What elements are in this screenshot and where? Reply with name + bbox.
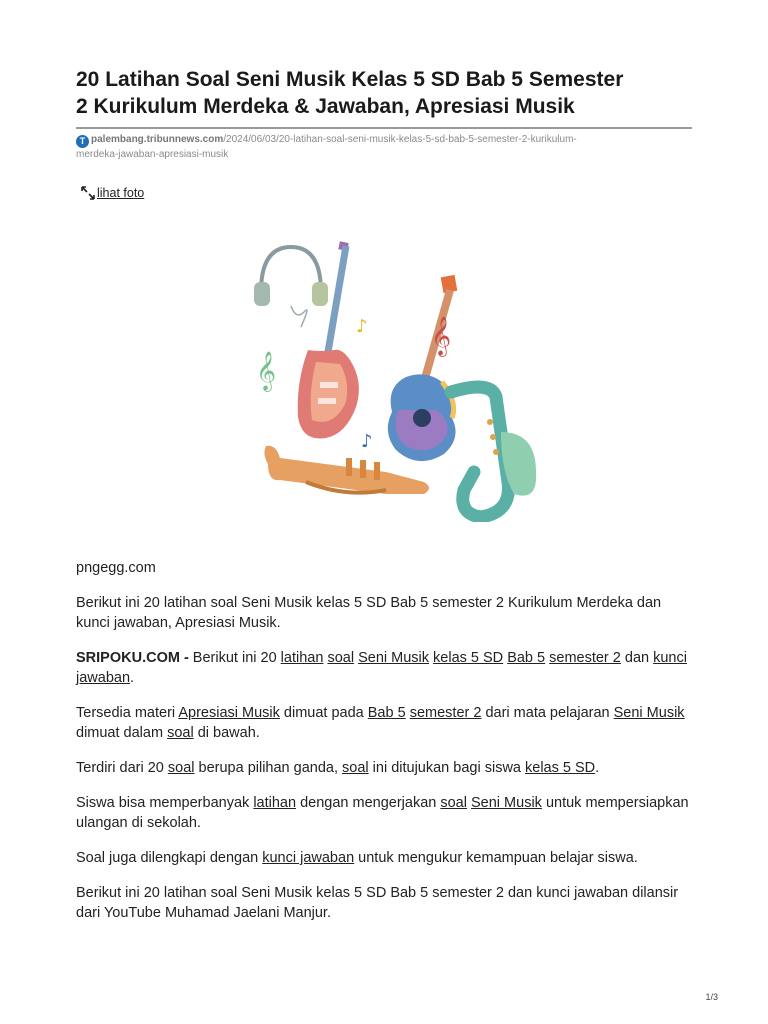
paragraph-7: Berikut ini 20 latihan soal Seni Musik kelas 5 SD Bab 5 semester 2 dan kunci jawaban dilansir dari YouTube Muhamad Jaelani Manjur. (76, 885, 679, 921)
text: dimuat dalam (76, 725, 168, 741)
article-title (76, 66, 696, 120)
source-domain: palembang.tribunnews.com (91, 134, 224, 145)
page-number: 1/3 (705, 992, 718, 1002)
text: Siswa bisa memperbanyak (76, 795, 254, 811)
tag-link-latihan[interactable]: latihan (253, 795, 297, 811)
image-credit: pngegg.com (76, 560, 156, 576)
tribun-logo-icon: T (76, 135, 89, 148)
paragraph-2 (76, 648, 696, 688)
text: . (595, 760, 600, 776)
tag-link-soal[interactable]: soal (167, 760, 195, 776)
article-body (76, 558, 696, 938)
svg-text:𝄞: 𝄞 (256, 351, 277, 391)
tag-link-soal[interactable]: soal (167, 725, 194, 741)
tag-link-seni-musik[interactable]: Seni Musik (358, 650, 429, 666)
tag-link-semester-2[interactable]: semester 2 (409, 705, 482, 721)
tag-link-seni-musik[interactable]: Seni Musik (613, 705, 685, 721)
tag-link-semester-2[interactable]: semester 2 (549, 650, 621, 666)
tag-link-soal[interactable]: soal (327, 650, 355, 666)
tag-link-bab-5[interactable]: Bab 5 (367, 705, 406, 721)
electric-guitar-illustration (298, 241, 359, 438)
paragraph-3 (76, 703, 696, 743)
text: berupa pilihan ganda, (194, 760, 343, 776)
view-photo[interactable] (80, 185, 144, 201)
svg-text:♪: ♪ (361, 431, 373, 452)
title-divider (76, 127, 692, 129)
title-line-2: 2 Kurikulum Merdeka & Jawaban, Apresiasi Musik (76, 95, 575, 118)
music-instruments-illustration (246, 232, 546, 522)
svg-text:♪: ♪ (356, 316, 368, 337)
text: dengan mengerjakan (296, 795, 441, 811)
paragraph-1: Berikut ini 20 latihan soal Seni Musik kelas 5 SD Bab 5 semester 2 Kurikulum Merdeka dan kunci jawaban, Apresiasi Musik. (76, 595, 662, 631)
text: Tersedia materi (76, 705, 179, 721)
svg-text:𝄞: 𝄞 (431, 316, 452, 356)
paragraph-5 (76, 793, 696, 833)
text: Soal juga dilengkapi dengan (76, 850, 263, 866)
tag-link-soal[interactable]: soal (342, 760, 369, 776)
tag-link-apresiasi-musik[interactable]: Apresiasi Musik (178, 705, 280, 721)
text: Terdiri dari 20 (76, 760, 168, 776)
saxophone-illustration (451, 387, 536, 517)
tag-link-kunci-jawaban[interactable]: kunci jawaban (76, 650, 687, 686)
source-path-1: /2024/06/03/20-latihan-soal-seni-musik-kelas-5-sd-bab-5-semester-2-kurikulum- (223, 134, 577, 145)
tag-link-bab-5[interactable]: Bab 5 (507, 650, 546, 666)
paragraph-4 (76, 758, 696, 778)
tag-link-seni-musik[interactable]: Seni Musik (471, 795, 542, 811)
title-line-1: 20 Latihan Soal Seni Musik Kelas 5 SD Bab 5 Semester (76, 68, 624, 91)
tag-link-latihan[interactable]: latihan (280, 650, 324, 666)
text: dimuat pada (279, 705, 368, 721)
tag-link-kunci-jawaban[interactable]: kunci jawaban (262, 850, 355, 866)
text: dan (620, 650, 654, 666)
text: untuk mengukur kemampuan belajar siswa. (354, 850, 638, 866)
source-path-2: merdeka-jawaban-apresiasi-musik (76, 149, 229, 160)
text: ini ditujukan bagi siswa (368, 760, 526, 776)
text: Berikut ini 20 (188, 650, 281, 666)
paragraph-6 (76, 848, 696, 868)
brand-label: SRIPOKU.COM - (76, 650, 189, 666)
expand-arrows-icon (80, 185, 96, 201)
tag-link-soal[interactable]: soal (440, 795, 467, 811)
acoustic-guitar-illustration (388, 275, 457, 461)
tag-link-kelas-5-sd[interactable]: kelas 5 SD (525, 760, 596, 776)
tag-link-kelas-5-sd[interactable]: kelas 5 SD (433, 650, 504, 666)
text: dari mata pelajaran (481, 705, 614, 721)
headphones-illustration (254, 247, 328, 327)
text: untuk mempersiapkan ulangan di sekolah. (76, 795, 689, 831)
view-photo-link[interactable]: lihat foto (97, 186, 145, 200)
source-url[interactable] (76, 133, 696, 161)
text: di bawah. (193, 725, 260, 741)
text: . (130, 670, 135, 686)
